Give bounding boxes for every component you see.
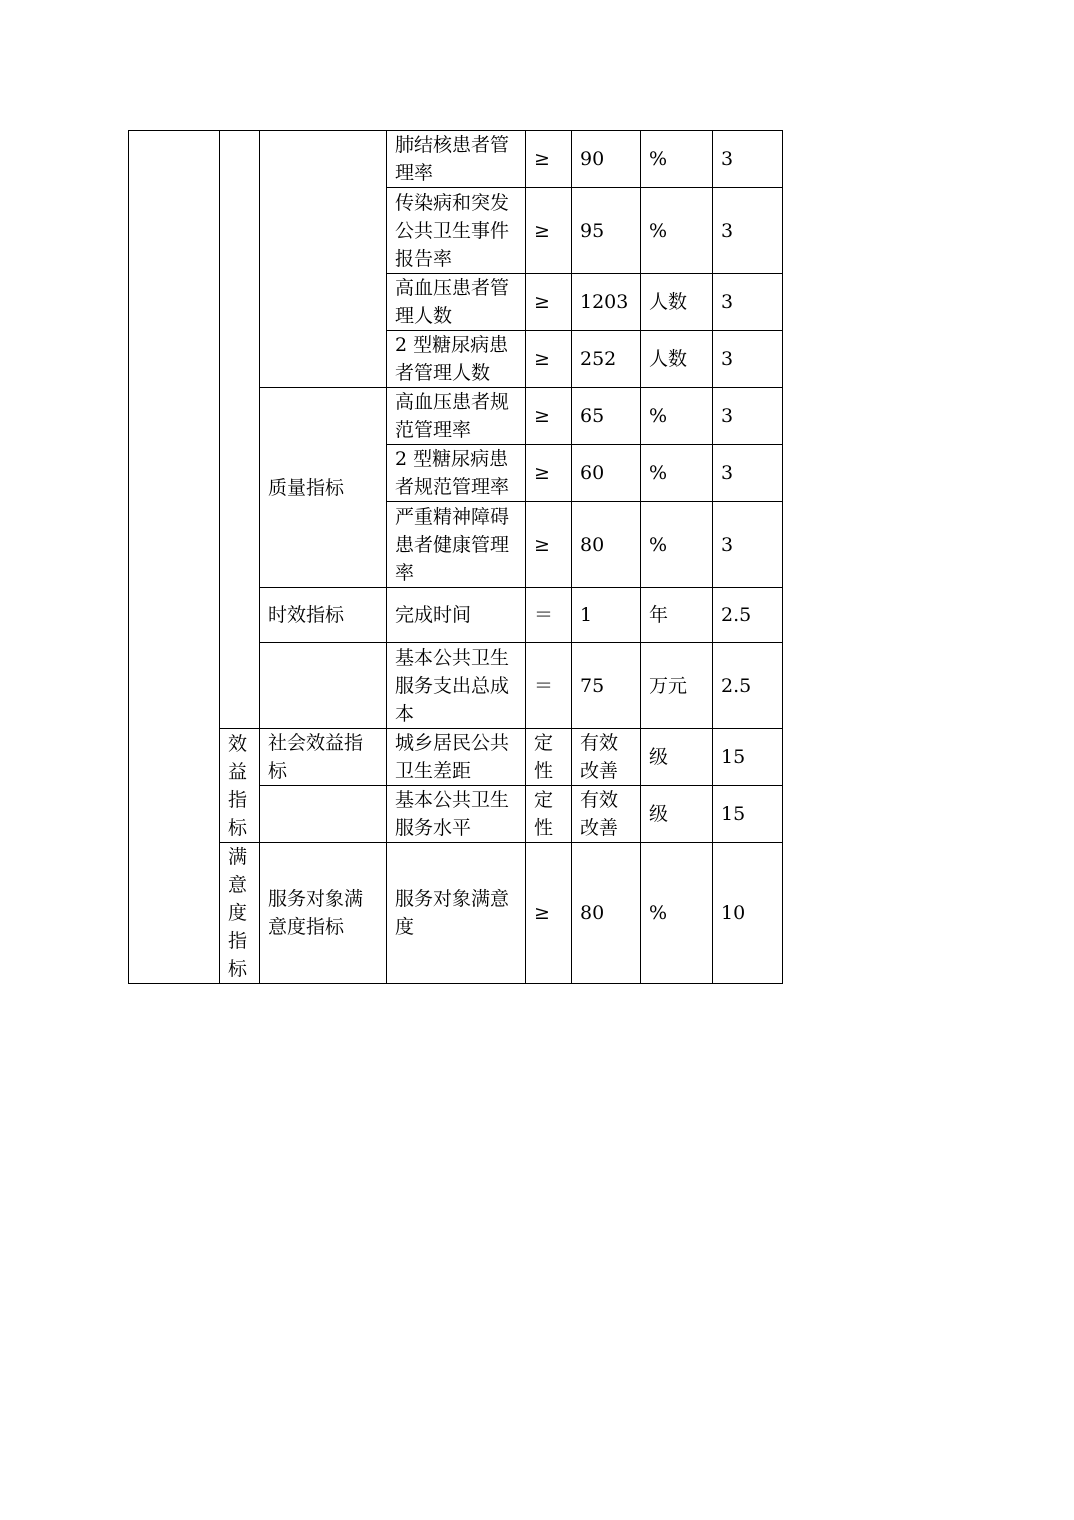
indicator-name: 高血压患者规范管理率 <box>387 388 526 445</box>
comparison-operator: ≥ <box>526 131 572 188</box>
comparison-operator: ≥ <box>526 188 572 274</box>
target-value: 60 <box>572 445 641 502</box>
target-value: 1 <box>572 588 641 643</box>
unit: 人数 <box>641 274 713 331</box>
target-value: 80 <box>572 502 641 588</box>
sub-category-satisfaction: 服务对象满意度指标 <box>260 843 387 984</box>
unit: 万元 <box>641 643 713 729</box>
indicator-name: 基本公共卫生服务水平 <box>387 786 526 843</box>
unit: % <box>641 843 713 984</box>
comparison-operator: ＝ <box>526 588 572 643</box>
score-weight: 3 <box>713 131 783 188</box>
score-weight: 3 <box>713 388 783 445</box>
comparison-operator: ≥ <box>526 388 572 445</box>
unit: % <box>641 131 713 188</box>
comparison-operator: 定性 <box>526 729 572 786</box>
unit: % <box>641 388 713 445</box>
target-value: 252 <box>572 331 641 388</box>
target-value: 80 <box>572 843 641 984</box>
target-value: 有效改善 <box>572 786 641 843</box>
indicator-name: 城乡居民公共卫生差距 <box>387 729 526 786</box>
sub-category-quality: 质量指标 <box>260 388 387 588</box>
target-value: 95 <box>572 188 641 274</box>
comparison-operator: 定性 <box>526 786 572 843</box>
comparison-operator: ≥ <box>526 331 572 388</box>
comparison-operator: ＝ <box>526 643 572 729</box>
comparison-operator: ≥ <box>526 843 572 984</box>
unit: 级 <box>641 786 713 843</box>
indicator-name: 2 型糖尿病患者管理人数 <box>387 331 526 388</box>
target-value: 75 <box>572 643 641 729</box>
unit: 年 <box>641 588 713 643</box>
comparison-operator: ≥ <box>526 502 572 588</box>
score-weight: 3 <box>713 445 783 502</box>
target-value: 90 <box>572 131 641 188</box>
score-weight: 10 <box>713 843 783 984</box>
unit: 级 <box>641 729 713 786</box>
score-weight: 2.5 <box>713 643 783 729</box>
table-row <box>129 131 783 188</box>
unit: % <box>641 502 713 588</box>
unit: % <box>641 188 713 274</box>
score-weight: 3 <box>713 188 783 274</box>
comparison-operator: ≥ <box>526 274 572 331</box>
sub-category-empty <box>260 643 387 729</box>
level3-category-cell <box>260 131 387 388</box>
target-value: 有效改善 <box>572 729 641 786</box>
table-row <box>129 729 783 786</box>
score-weight: 15 <box>713 729 783 786</box>
indicator-name: 肺结核患者管理率 <box>387 131 526 188</box>
level2-category-cell <box>220 131 260 729</box>
unit: 人数 <box>641 331 713 388</box>
category-satisfaction: 满意度指标 <box>220 843 260 984</box>
unit: % <box>641 445 713 502</box>
target-value: 1203 <box>572 274 641 331</box>
category-benefit: 效益指标 <box>220 729 260 843</box>
target-value: 65 <box>572 388 641 445</box>
sub-category-social-benefit: 社会效益指标 <box>260 729 387 786</box>
sub-category-empty <box>260 786 387 843</box>
performance-indicator-table <box>128 130 783 984</box>
score-weight: 3 <box>713 274 783 331</box>
score-weight: 15 <box>713 786 783 843</box>
level1-category-cell <box>129 131 220 984</box>
indicator-name: 服务对象满意度 <box>387 843 526 984</box>
comparison-operator: ≥ <box>526 445 572 502</box>
indicator-name: 传染病和突发公共卫生事件报告率 <box>387 188 526 274</box>
score-weight: 3 <box>713 502 783 588</box>
score-weight: 2.5 <box>713 588 783 643</box>
indicator-name: 2 型糖尿病患者规范管理率 <box>387 445 526 502</box>
indicator-name: 高血压患者管理人数 <box>387 274 526 331</box>
sub-category-timeliness: 时效指标 <box>260 588 387 643</box>
indicator-name: 基本公共卫生服务支出总成本 <box>387 643 526 729</box>
indicator-name: 完成时间 <box>387 588 526 643</box>
score-weight: 3 <box>713 331 783 388</box>
table-row <box>129 843 783 984</box>
indicator-name: 严重精神障碍患者健康管理率 <box>387 502 526 588</box>
